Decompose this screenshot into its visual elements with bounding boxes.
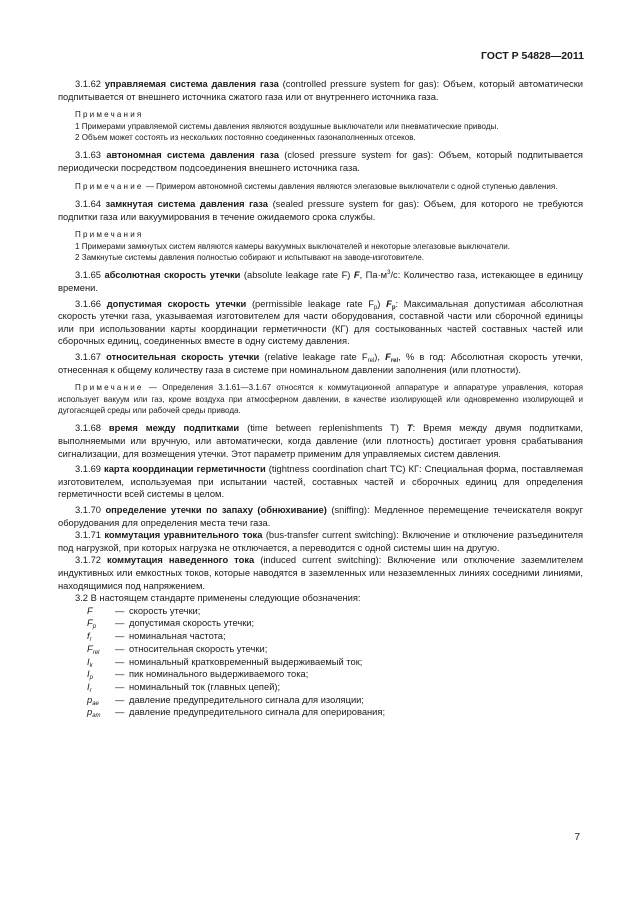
- symbol-row: [58, 605, 583, 618]
- section-3-2-intro: 3.2 В настоящем стандарте применены следующие обозначения:: [75, 593, 361, 604]
- term-3-1-65: [58, 269, 583, 294]
- symbol: I: [87, 656, 90, 667]
- term-title: абсолютная скорость утечки: [104, 270, 241, 281]
- term-3-1-72: [58, 554, 583, 592]
- symbol-dash: —: [115, 707, 125, 718]
- note-title: Примечание: [75, 383, 144, 393]
- symbol-row: [58, 668, 583, 681]
- symbol-row: [58, 656, 583, 669]
- term-3-1-67: [58, 351, 583, 376]
- term-definition: : Время между двумя подпитками, выполняемыми или вручную, или автоматически, когда давление (или плотность) достигает уровня срабатывания сигнализации, для возмещения утечки. Этот параметр применим для управляемых систем давления.: [58, 423, 583, 459]
- standard-header: ГОСТ Р 54828—2011: [480, 50, 584, 62]
- term-3-1-62: [58, 78, 583, 103]
- term-text: ),: [374, 351, 386, 362]
- term-3-1-64: [58, 198, 583, 223]
- term-symbol: F: [385, 351, 391, 362]
- term-3-1-68: [58, 422, 583, 460]
- term-title: коммутация уравнительного тока: [104, 530, 263, 541]
- term-3-1-71: [58, 529, 583, 554]
- term-number: 3.1.69: [75, 464, 105, 475]
- term-symbol: F: [353, 270, 360, 281]
- symbol-subscript: k: [89, 662, 93, 669]
- note-3-1-67: [58, 382, 583, 416]
- symbol-description: относительная скорость утечки;: [129, 643, 268, 654]
- symbol: f: [87, 631, 90, 642]
- symbol: F: [87, 605, 93, 616]
- symbol-description: номинальный кратковременный выдерживаемый ток;: [129, 656, 363, 667]
- symbol-description: скорость утечки;: [129, 605, 201, 616]
- symbol: I: [87, 681, 90, 692]
- term-definition: : Максимальная допустимая абсолютная скорость утечки газа, указываемая изготовителем для части оборудования, составной части или сборочной единицы или при использовании карты координации герметичности (КГ) для состыкованных частей составных частей или сборочных единиц, соединенных вместе в одну систему давления.: [58, 298, 583, 347]
- term-text: (time between replenishments T): [239, 423, 407, 434]
- note-3-1-64: [58, 229, 583, 263]
- symbol: p: [87, 694, 93, 705]
- term-title: допустимая скорость утечки: [106, 298, 247, 309]
- term-title: коммутация наведенного тока: [107, 555, 255, 566]
- symbol-dash: —: [115, 618, 125, 629]
- note-3-1-63: [58, 181, 583, 192]
- symbol-subscript: rel: [390, 357, 399, 364]
- term-number: 3.1.65: [75, 270, 105, 281]
- term-text: (absolute leakage rate F): [240, 270, 354, 281]
- term-3-1-69: [58, 463, 583, 501]
- symbols-list: [58, 605, 583, 719]
- symbol-subscript: ae: [92, 700, 99, 707]
- term-number: 3.1.70: [75, 504, 106, 515]
- note-line: 1 Примерами управляемой системы давления являются воздушные выключатели или пневматические приводы.: [75, 121, 499, 131]
- symbol-row: [58, 694, 583, 707]
- symbol-subscript: rel: [92, 649, 100, 656]
- symbol-subscript: r: [89, 637, 92, 644]
- symbol-dash: —: [115, 681, 125, 692]
- symbol-description: номинальная частота;: [129, 631, 226, 642]
- note-line: 1 Примерами замкнутых систем являются камеры вакуумных выключателей и некоторые элегазовые выключатели.: [75, 241, 511, 251]
- symbol-subscript: rel: [367, 357, 375, 364]
- term-number: 3.1.63: [75, 150, 107, 161]
- term-number: 3.1.62: [75, 79, 105, 89]
- term-3-1-70: [58, 504, 583, 529]
- symbol-row: [58, 630, 583, 643]
- symbol-description: номинальный ток (главных цепей);: [129, 681, 281, 692]
- symbol-dash: —: [115, 656, 125, 667]
- symbol-row: [58, 681, 583, 694]
- term-title: замкнутая система давления газа: [105, 199, 269, 209]
- symbol-row: [58, 706, 583, 719]
- term-number: 3.1.64: [75, 199, 106, 209]
- symbol-dash: —: [115, 605, 125, 616]
- symbol: F: [87, 643, 93, 654]
- note-3-1-62: [58, 109, 583, 143]
- note-title: Примечание: [75, 181, 144, 191]
- symbol-row: [58, 643, 583, 656]
- term-text: ): [377, 298, 387, 309]
- note-text: — Примером автономной системы давления являются элегазовые выключатели с одной ступенью давления.: [143, 181, 558, 191]
- term-number: 3.1.67: [75, 351, 107, 362]
- term-text: , Па·м: [359, 270, 388, 281]
- note-text: — Определения 3.1.61—3.1.67 относятся к коммутационной аппаратуре и аппаратуре управления, которая использует вакуум или газ, кроме воздуха при атмосферном давлении, в качестве изолирующей или одновременно изолирующей и дугогасящей среды или рабочей среды привода.: [58, 383, 583, 415]
- symbol-subscript: r: [89, 687, 92, 694]
- note-line: 2 Объем может состоять из нескольких постоянно соединенных газонаполненных отсеков.: [75, 133, 416, 142]
- term-definition: /с: Количество газа, истекающее в единицу времени.: [58, 270, 583, 293]
- term-text: (permissible leakage rate F: [246, 298, 374, 309]
- symbol-description: давление предупредительного сигнала для оперирования;: [129, 707, 386, 718]
- term-definition: (sealed pressure system for gas): Объем, для которого не требуются подпитки газа или вакуумирования в течение ожидаемого срока службы.: [58, 199, 584, 222]
- term-title: автономная система давления газа: [106, 150, 279, 161]
- symbol-subscript: am: [92, 713, 101, 720]
- unit-superscript: 3: [387, 270, 391, 277]
- symbol: p: [87, 707, 93, 718]
- term-definition: (sniffing): Медленное перемещение течеискателя вокруг оборудования для определения места течи газа.: [58, 504, 583, 528]
- term-symbol: F: [386, 298, 392, 309]
- note-line: 2 Замкнутые системы давления полностью собирают и испытывают на заводе-изготовителе.: [75, 253, 424, 262]
- term-definition: (closed pressure system for gas): Объем, который подпитывается периодически посредством подсоединения внешнего источника газа.: [58, 150, 583, 173]
- term-3-1-66: [58, 298, 583, 348]
- symbol: F: [87, 618, 93, 629]
- symbol: I: [87, 669, 90, 680]
- term-definition: (tightness coordination chart TC) КГ: Специальная форма, поставляемая изготовителем, используемая при испытании частей, составных частей и сборочных единиц для определения герметичности всей системы в целом.: [58, 464, 584, 500]
- term-3-1-63: [58, 149, 583, 174]
- term-number: 3.1.68: [75, 423, 109, 434]
- term-title: относительная скорость утечки: [106, 351, 260, 362]
- symbol-description: давление предупредительного сигнала для изоляции;: [129, 694, 364, 705]
- page-number: 7: [574, 832, 580, 843]
- page-content: [58, 78, 583, 719]
- term-definition: (bus-transfer current switching): Включение и отключение разъединителя под нагрузкой, при которых нагрузка не отключается, а переводится с одной системы шин на другую.: [58, 530, 584, 553]
- note-title: Примечания: [75, 110, 144, 120]
- symbol-dash: —: [115, 669, 125, 680]
- symbol-subscript: p: [391, 304, 396, 311]
- term-definition: , % в год: Абсолютная скорость утечки, отнесенная к общему количеству газа в системе при номинальном давлении заполнения (или плотности).: [58, 351, 583, 375]
- term-definition: (induced current switching): Включение или отключение заземлителем индуктивных или емкостных токов, которые наводятся в заземленных или незаземленных линиях соседними линиями, находящимися под напряжением.: [58, 555, 584, 591]
- symbol-dash: —: [115, 631, 125, 642]
- symbol-dash: —: [115, 694, 125, 705]
- term-number: 3.1.66: [75, 298, 107, 309]
- term-definition: (controlled pressure system for gas): Объем, который автоматически подпитывается от внешнего источника сжатого газа или от внутреннего источника газа.: [58, 79, 584, 102]
- term-title: определение утечки по запаху (обнюхивание): [105, 504, 327, 515]
- symbol-subscript: p: [92, 624, 97, 631]
- term-number: 3.1.72: [75, 555, 108, 566]
- term-number: 3.1.71: [75, 530, 105, 541]
- symbol-row: [58, 617, 583, 630]
- term-title: время между подпитками: [108, 423, 240, 434]
- symbol-description: допустимая скорость утечки;: [129, 618, 255, 629]
- symbol-subscript: p: [373, 304, 378, 311]
- term-text: (relative leakage rate F: [259, 351, 368, 362]
- note-title: Примечания: [75, 230, 144, 240]
- term-title: управляемая система давления газа: [104, 79, 279, 89]
- symbol-description: пик номинального выдерживаемого тока;: [129, 669, 309, 680]
- symbol-subscript: p: [89, 675, 93, 682]
- symbol-dash: —: [115, 643, 125, 654]
- term-symbol: T: [406, 423, 413, 434]
- term-title: карта координации герметичности: [104, 464, 266, 475]
